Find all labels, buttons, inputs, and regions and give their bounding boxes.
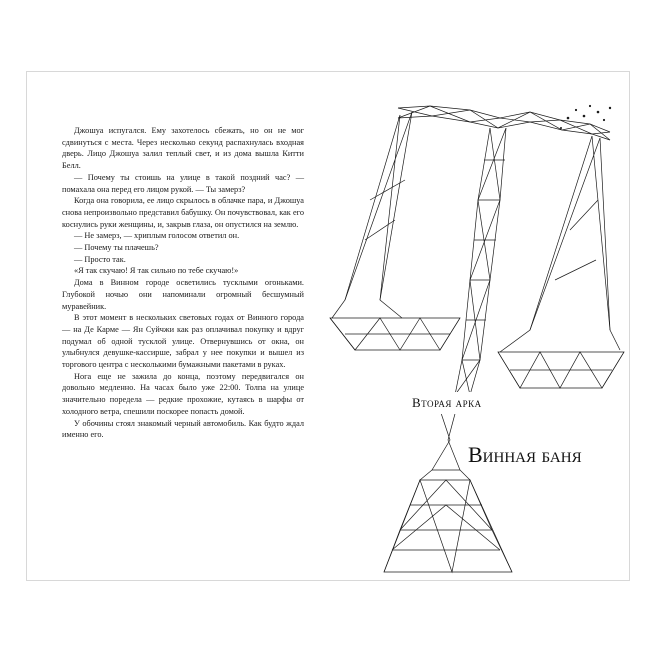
paragraph: У обочины стоял знакомый черный автомобиль. Как будто ждал именно его. — [62, 418, 304, 440]
paragraph: Джошуа испугался. Ему захотелось сбежать, но он не мог сдвинуться с места. Через несколько секунд распахнулась входная дверь. Лицо Джошуа залил теплый свет, и из дома вышла Китти Белл. — [62, 126, 304, 171]
arch-label: Вторая арка — [408, 395, 526, 411]
paragraph: Когда она говорила, ее лицо скрылось в облачке пара, и Джошуа снова непроизвольно представил бабушку. Он почувствовал, как его коснулись руки женщины, и, закрыв глаза, он опустился на землю. — [62, 196, 304, 229]
paragraph: В этот момент в нескольких световых годах от Винного города — на Де Карме — Ян Суйчжи как раз оплачивал покупку и вдруг подумал об одной тусклой улице. Отвернувшись от окна, он улыбнулся девушке-кассирше, забрал у нее покупки и вышел из торгового центра с несколькими бумажными пакетами в руках. — [62, 313, 304, 370]
paragraph: Дома в Винном городе осветились тусклыми огоньками. Глубокой ночью они напоминали огромный бесшумный муравейник. — [62, 278, 304, 311]
paragraph: Нога еще не зажила до конца, поэтому передвигался он довольно медленно. На часах было уже 22:00. Толпа на улице значительно поредела — редкие прохожие, кутаясь в шарфы от холодного ветра, спешили поскорее попасть домой. — [62, 371, 304, 416]
chapter-title: Винная баня — [466, 442, 610, 468]
paragraph: — Почему ты стоишь на улице в такой поздний час? — помахала она перед его лицом рукой. — Ты замерз? — [62, 172, 304, 194]
paragraph: — Просто так. — [74, 254, 126, 264]
paragraph: — Не замерз, — хриплым голосом ответил он. — [74, 231, 240, 241]
paragraph: — Почему ты плачешь? — [74, 243, 159, 253]
paragraph: «Я так скучаю! Я так сильно по тебе скучаю!» — [74, 266, 239, 276]
